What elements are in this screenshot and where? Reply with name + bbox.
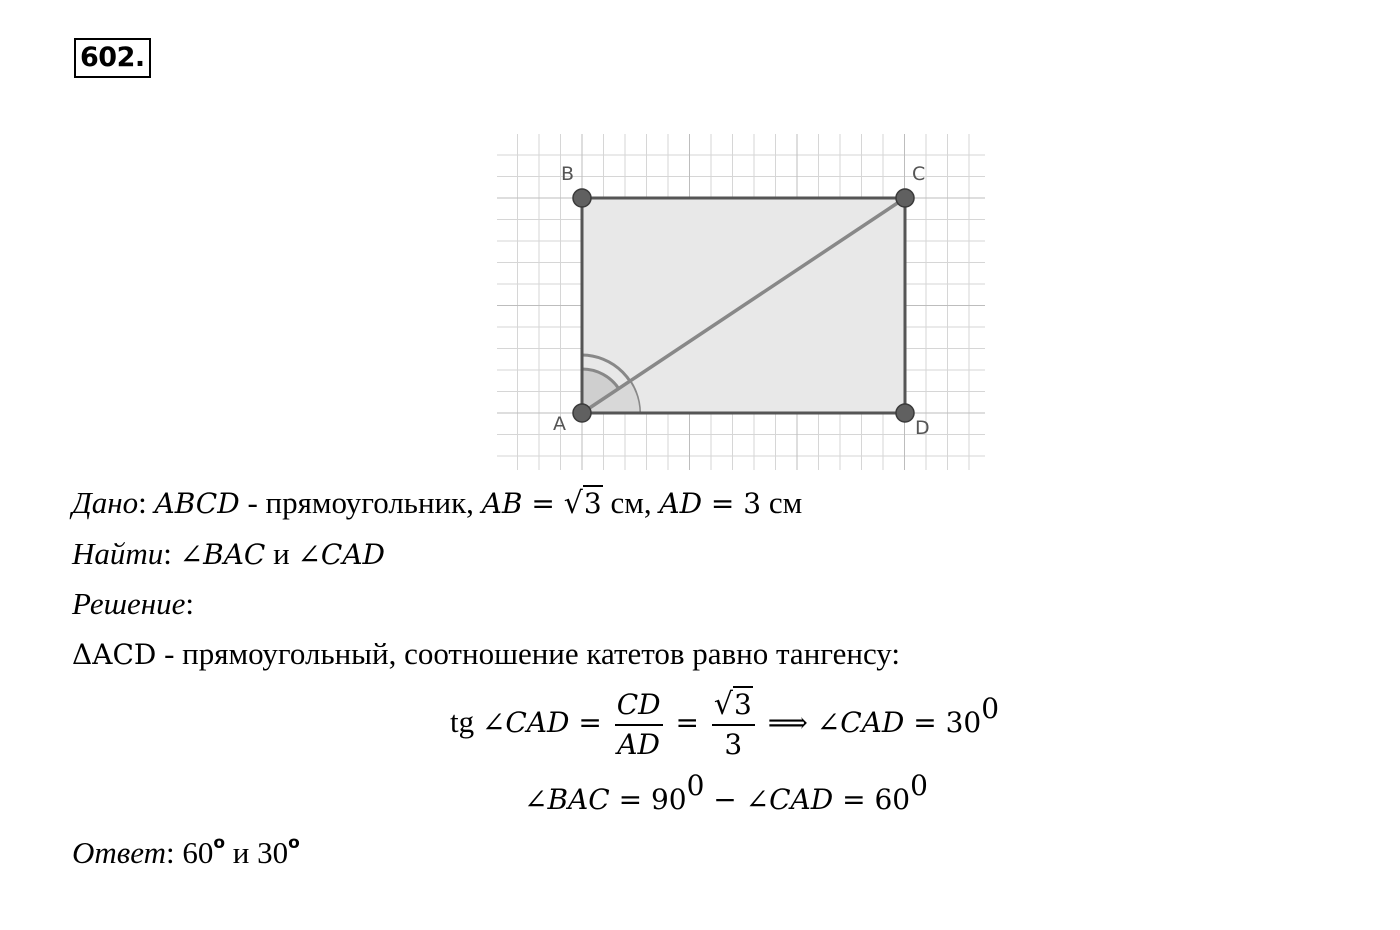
given-line: Дано: ABCD - прямоугольник, AB = √3 см, AD = 3 см	[72, 485, 803, 521]
formula-tangent: tg ∠CAD = $\frac{CD}{AD}$ = $\frac{√3}{3}$ ⟹ ∠CAD = $30^0$	[450, 687, 1000, 761]
label-d: D	[915, 417, 930, 439]
solution-label-line: Решение:	[72, 586, 194, 621]
solution-label: Решение	[72, 586, 186, 621]
problem-number: 602.	[74, 38, 151, 78]
point-a	[573, 404, 591, 422]
given-label: Дано	[72, 485, 139, 520]
point-d	[896, 404, 914, 422]
fraction-cd-ad: $\frac{CD}{AD}$	[616, 688, 661, 761]
solution-text-line: ΔACD - прямоугольный, соотношение катетов равно тангенсу:	[72, 636, 900, 671]
answer-line: Ответ: 60$^o$ и 30$^o$	[72, 833, 300, 870]
point-b	[573, 189, 591, 207]
label-c: C	[912, 163, 926, 185]
point-c	[896, 189, 914, 207]
sqrt-3: √3	[563, 486, 602, 521]
find-line: Найти: ∠BAC и ∠CAD	[72, 536, 385, 571]
label-b: B	[561, 163, 575, 185]
formula-angle-bac: ∠BAC = $90^0$ − ∠CAD = $60^0$	[524, 769, 928, 816]
label-a: A	[553, 413, 566, 435]
fraction-sqrt3-3: $\frac{√3}{3}$	[712, 688, 755, 762]
find-label: Найти	[72, 536, 164, 571]
figure-name: ABCD	[154, 487, 240, 520]
answer-label: Ответ	[72, 835, 166, 870]
rectangle-diagram	[497, 134, 985, 470]
